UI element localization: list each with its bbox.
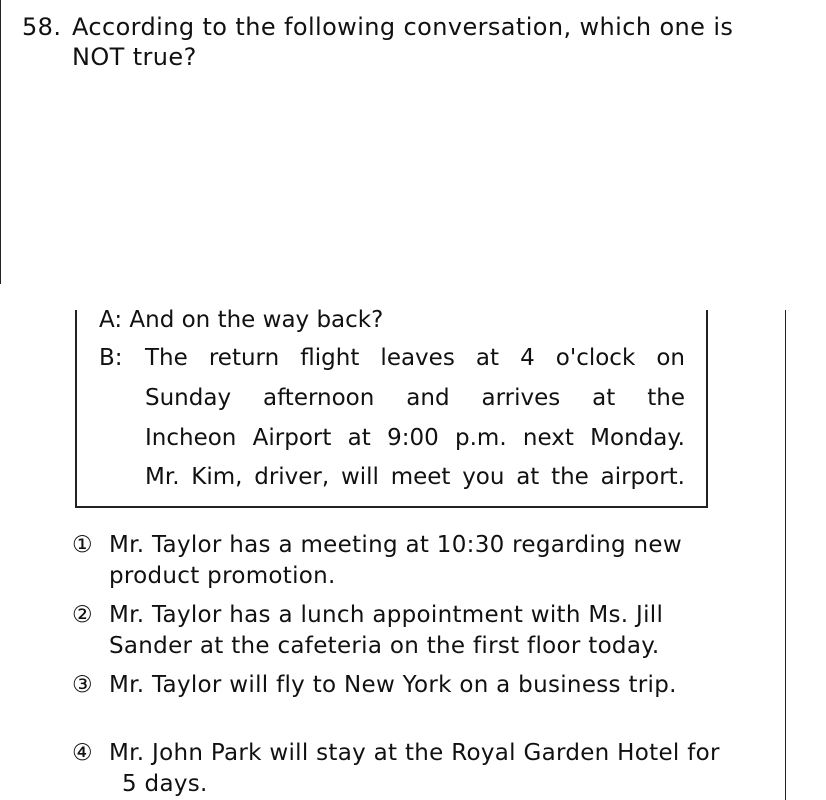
- question-text-line-1: According to the following conversation, which one is: [72, 13, 734, 41]
- option-4[interactable]: [72, 738, 772, 800]
- right-margin-rule: [785, 310, 786, 800]
- speaker-b-label: B:: [99, 345, 123, 371]
- option-1-line-1: Mr. Taylor has a meeting at 10:30 regarding new: [109, 532, 682, 558]
- question-number: 58.: [22, 13, 62, 41]
- option-3-line-1: Mr. Taylor will fly to New York on a business trip.: [109, 672, 677, 698]
- question-text-line-2: NOT true?: [72, 43, 197, 71]
- option-4-line-1: Mr. John Park will stay at the Royal Garden Hotel for: [109, 740, 720, 766]
- dialogue-line-a: A: And on the way back?: [99, 307, 384, 333]
- question-line-1: [22, 12, 742, 42]
- dialogue-box: [75, 307, 708, 508]
- option-4-line-2: 5 days.: [122, 771, 208, 797]
- option-1[interactable]: [72, 530, 772, 592]
- dialogue-line-b-3: Incheon Airport at 9:00 p.m. next Monday.: [145, 425, 685, 451]
- option-4-marker: ④: [72, 740, 93, 766]
- dialogue-line-b-2: Sunday afternoon and arrives at the: [145, 385, 685, 411]
- option-3-marker: ③: [72, 672, 93, 698]
- option-2-line-2: Sander at the cafeteria on the first floor today.: [109, 633, 660, 659]
- option-3[interactable]: [72, 670, 772, 701]
- option-2-marker: ②: [72, 602, 93, 628]
- dialogue-line-b-4: Mr. Kim, driver, will meet you at the airport.: [145, 464, 685, 490]
- option-2-line-1: Mr. Taylor has a lunch appointment with Ms. Jill: [109, 602, 664, 628]
- option-1-marker: ①: [72, 532, 93, 558]
- dialogue-line-b-1: The return flight leaves at 4 o'clock on: [145, 345, 685, 371]
- question-stem: [22, 12, 742, 72]
- option-1-line-2: product promotion.: [109, 563, 336, 589]
- left-margin-rule: [0, 0, 1, 284]
- option-2[interactable]: [72, 600, 772, 662]
